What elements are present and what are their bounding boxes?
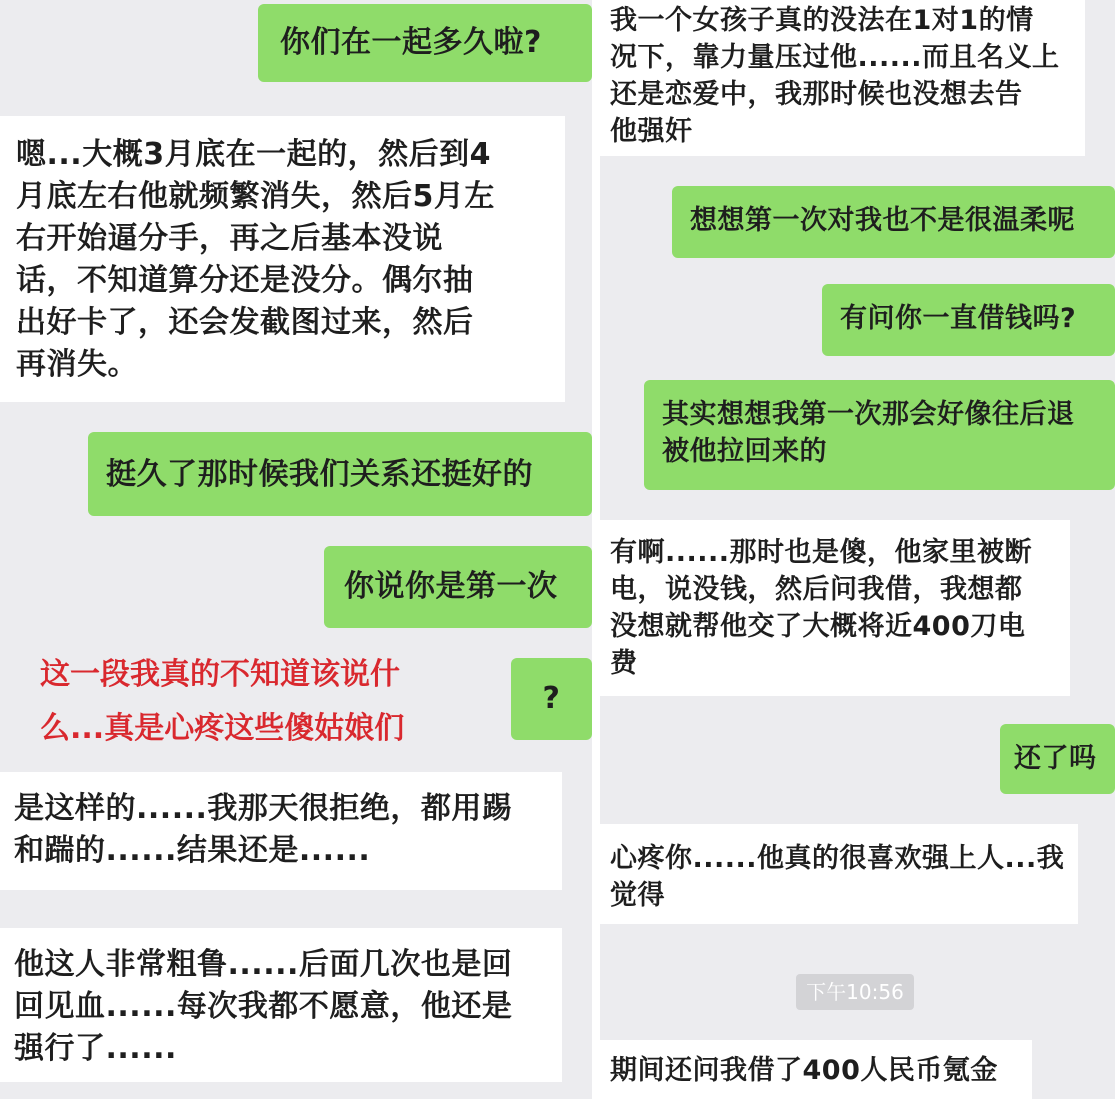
message-bubble-incoming: 我一个女孩子真的没法在1对1的情 况下，靠力量压过他......而且名义上 还是恋爱中，我那时候也没想去告 他强奸 <box>600 0 1085 156</box>
message-bubble-incoming: 是这样的......我那天很拒绝，都用踢 和踹的......结果还是...... <box>0 772 562 890</box>
message-bubble-outgoing: 你们在一起多久啦? <box>258 4 592 82</box>
message-bubble-incoming: 他这人非常粗鲁......后面几次也是回 回见血......每次我都不愿意，他还是 强行了...... <box>0 928 562 1082</box>
message-bubble-outgoing: 挺久了那时候我们关系还挺好的 <box>88 432 592 516</box>
message-bubble-incoming: 嗯...大概3月底在一起的，然后到4 月底左右他就频繁消失，然后5月左 右开始逼分手，再之后基本没说 话，不知道算分还是没分。偶尔抽 出好卡了，还会发截图过来，然后 再消失。 <box>0 116 565 402</box>
message-bubble-outgoing: 其实想想我第一次那会好像往后退 被他拉回来的 <box>644 380 1115 490</box>
message-bubble-outgoing: 有问你一直借钱吗? <box>822 284 1115 356</box>
message-bubble-outgoing: 你说你是第一次 <box>324 546 592 628</box>
message-bubble-incoming: 期间还问我借了400人民币氪金 <box>600 1040 1032 1099</box>
right-chat-panel <box>600 0 1115 1099</box>
message-timestamp: 下午10:56 <box>796 974 914 1010</box>
message-bubble-outgoing: 想想第一次对我也不是很温柔呢 <box>672 186 1115 258</box>
message-bubble-incoming: 有啊......那时也是傻，他家里被断 电，说没钱，然后问我借，我想都 没想就帮他交了大概将近400刀电 费 <box>600 520 1070 696</box>
red-commentary-text: 这一段我真的不知道该说什 么...真是心疼这些傻姑娘们 <box>40 657 405 746</box>
message-bubble-outgoing: 还了吗 <box>1000 724 1115 794</box>
message-bubble-outgoing: ? <box>511 658 592 740</box>
message-bubble-incoming: 心疼你......他真的很喜欢强上人...我 觉得 <box>600 824 1078 924</box>
